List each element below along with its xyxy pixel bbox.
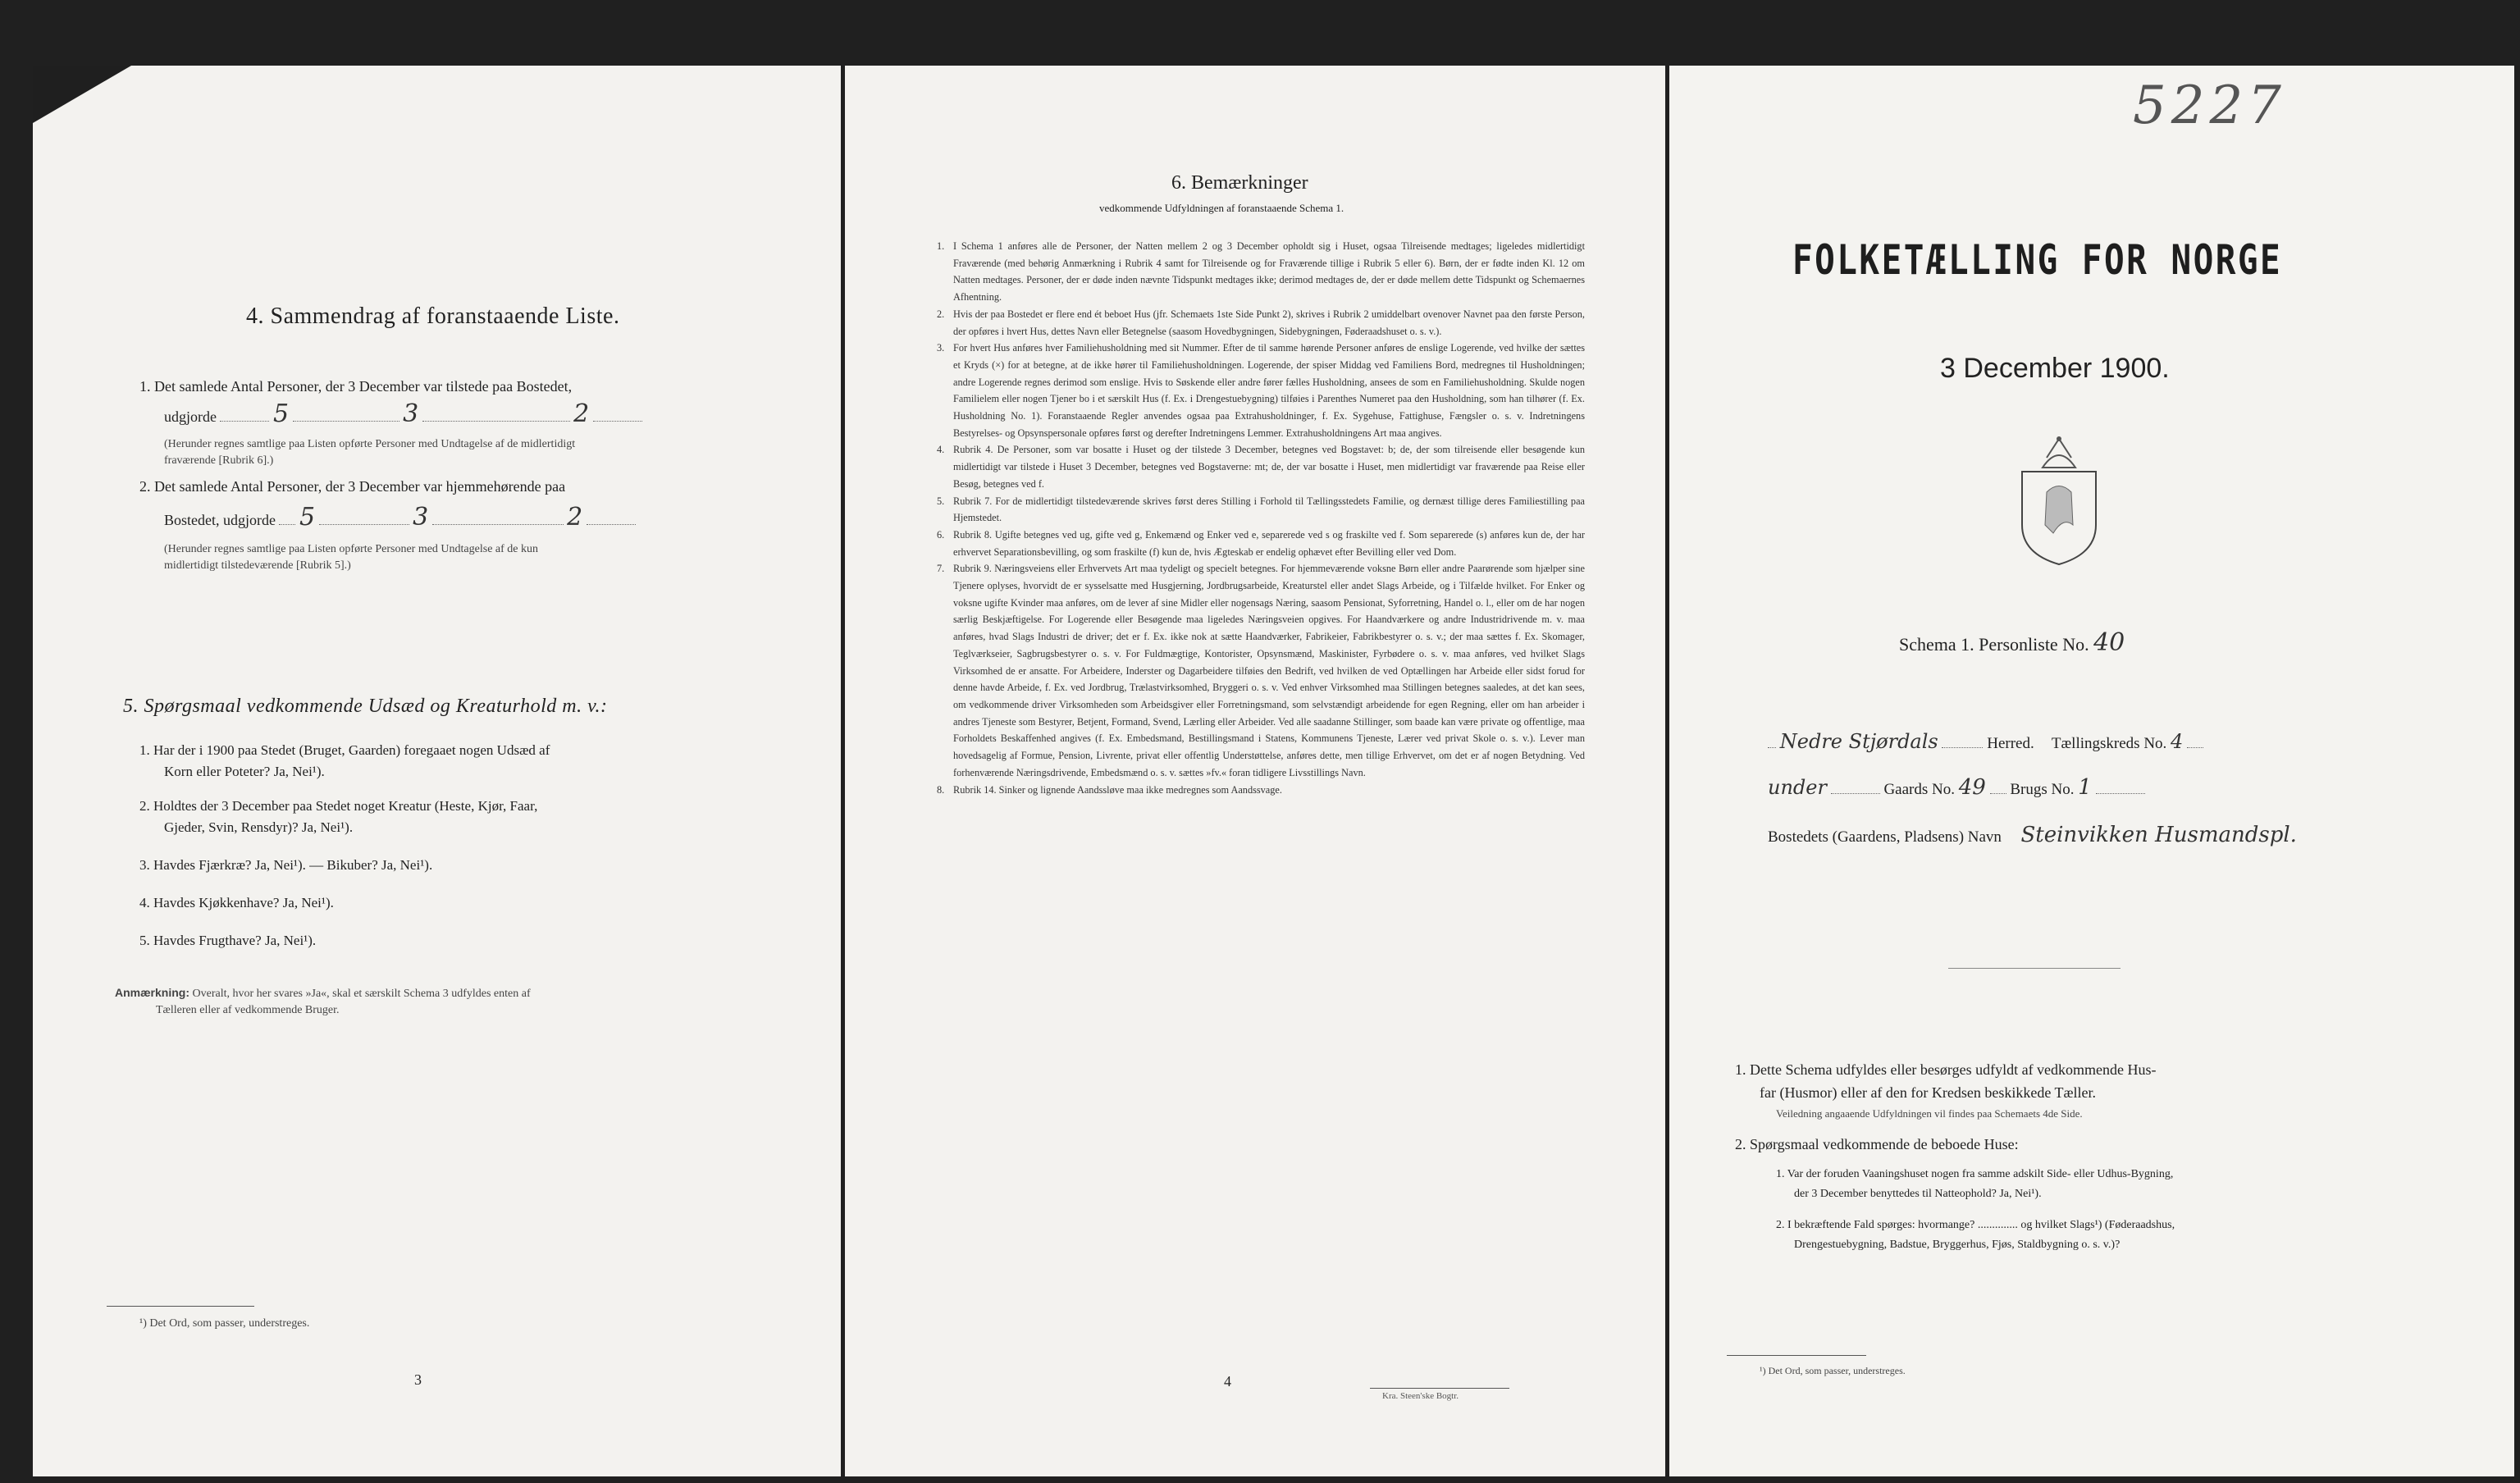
remark-line1: Overalt, hvor her svares »Ja«, skal et særskilt Schema 3 udfyldes enten af (192, 988, 531, 1000)
gaards-label: Gaards No. (1883, 781, 1955, 798)
note-line: (Herunder regnes samtlige paa Listen opførte Personer med Undtagelse af de midlertidigt (164, 438, 576, 450)
remark-text: Rubrik 14. Sinker og lignende Aandssløve maa ikke medregnes som Aandssvage. (953, 783, 1282, 796)
page-left (33, 66, 841, 1476)
herred-line (1768, 730, 2203, 755)
label-bostedet: Bostedet, udgjorde (164, 512, 276, 528)
note-line: fraværende [Rubrik 6].) (164, 454, 274, 467)
footnote: ¹) Det Ord, som passer, understreges. (139, 1317, 310, 1330)
herred-label: Herred. (1987, 735, 2034, 752)
schema-number: 40 (2093, 628, 2125, 657)
census-date: 3 December 1900. (1940, 353, 2170, 384)
footnote-rule (1727, 1355, 1866, 1356)
remark-text: Hvis der paa Bostedet er flere end ét beboet Hus (jfr. Schemaets 1ste Side Punkt 2), skrives i Rubrik 2 umiddelbart ovenover Navnet paa den første Person, der opføres i hvert Hus, dettes Navn eller Betegnelse (saasom Hovedbygningen, Sidebygningen, Føderaadshuset o. s. v.). (953, 308, 1585, 337)
question5: 5. Havdes Frugthave? Ja, Nei¹). (139, 933, 317, 948)
gaards-value: 49 (1958, 775, 1986, 800)
bosted-value: Steinvikken Husmandspl. (2020, 823, 2297, 847)
instruction-item1-line2: far (Husmor) eller af den for Kredsen beskikkede Tæller. (1760, 1084, 2097, 1101)
instruction-q2-line2: Drengestuebygning, Badstue, Bryggerhus, Fjøs, Staldbygning o. s. v.)? (1794, 1239, 2121, 1251)
norway-coat-of-arms-icon (2014, 435, 2104, 566)
instruction-q1-line2: der 3 December benyttedes til Natteophold? Ja, Nei¹). (1794, 1188, 2042, 1200)
brugs-value: 1 (2078, 775, 2092, 800)
gaards-line (1768, 776, 2145, 801)
summary-item1-row (164, 399, 642, 428)
remark-block (115, 984, 796, 1019)
remarks-list (937, 238, 1585, 798)
question3: 3. Havdes Fjærkræ? Ja, Nei¹). — Bikuber? Ja, Nei¹). (139, 857, 433, 873)
remark-item (937, 560, 1585, 781)
separator-rule (1948, 968, 2121, 969)
remark-item (937, 782, 1585, 799)
handwritten-archive-number: 5227 (2133, 75, 2286, 136)
count-female-resident: 2 (567, 503, 583, 532)
count-male-present: 3 (403, 399, 419, 428)
question4: 4. Havdes Kjøkkenhave? Ja, Nei¹). (139, 895, 334, 910)
remark-text: I Schema 1 anføres alle de Personer, der Natten mellem 2 og 3 December opholdt sig i Huset, ogsaa Tilreisende medtages; ligeledes midlertidigt Fraværende (med behørig Anmærkning i Rubrik 4 samt for Tilreisende og for Fraværende tillige i Rubrik 5 eller 6). Børn, der er fødte inden Kl. 12 om Natten medtages. Personer, der er døde inden nævnte Tidspunkt medtages ikke; derimod medtages de, der er døde mellem dette Tidspunkt og Schemaernes Afhentning. (953, 240, 1585, 303)
question1-line1: 1. Har der i 1900 paa Stedet (Bruget, Gaarden) foregaaet nogen Udsæd af (139, 742, 550, 758)
remark-text: Rubrik 8. Ugifte betegnes ved ug, gifte ved g, Enkemænd og Enker ved e, separerede ved s og fraskilte ved f. Som separerede (s) anføres kun de, der har erhvervet Separationsbevilling, og som fraskilte (f) kun de, hvis Ægteskab er endelig ophævet efter Bevilling eller ved Dom. (953, 528, 1585, 558)
kreds-value: 4 (2171, 730, 2184, 753)
instruction-item1 (1735, 1058, 2473, 1124)
page-right (1669, 66, 2514, 1476)
remark-label: Anmærkning: (115, 986, 189, 999)
page-middle (845, 66, 1665, 1476)
remarks-subtitle: vedkommende Udfyldningen af foranstaaende Schema 1. (1099, 202, 1344, 214)
remark-number: 3. (937, 342, 945, 354)
remark-number: 1. (937, 240, 945, 252)
remark-item (937, 527, 1585, 560)
summary-item1-text: 1. Det samlede Antal Personer, der 3 December var tilstede paa Bostedet, (139, 378, 573, 395)
summary-item2-row (164, 503, 636, 532)
instruction-item2 (1735, 1132, 2490, 1255)
remark-item (937, 441, 1585, 492)
remarks-title: 6. Bemærkninger (1171, 172, 1308, 194)
instruction-item2-line1: 2. Spørgsmaal vedkommende de beboede Huse: (1735, 1136, 2019, 1152)
section4-heading: 4. Sammendrag af foranstaaende Liste. (246, 303, 620, 329)
remark-number: 7. (937, 563, 945, 575)
note-line: (Herunder regnes samtlige paa Listen opførte Personer med Undtagelse af de kun (164, 543, 539, 555)
remark-line2: Tælleren eller af vedkommende Bruger. (156, 1004, 340, 1016)
question2-line2: Gjeder, Svin, Rensdyr)? Ja, Nei¹). (164, 819, 354, 835)
instruction-q1-line1: 1. Var der foruden Vaaningshuset nogen fra samme adskilt Side- eller Udhus-Bygning, (1776, 1168, 2174, 1180)
form-title: FOLKETÆLLING FOR NORGE (1792, 236, 2283, 284)
summary-item2-note (164, 541, 538, 574)
remark-item (937, 238, 1585, 306)
summary-item1-note (164, 436, 575, 469)
count-female-present: 2 (573, 399, 590, 428)
remark-item (937, 306, 1585, 340)
remark-text: Rubrik 9. Næringsveiens eller Erhvervets Art maa tydeligt og specielt betegnes. For hjemmeværende voksne Børn eller andre Paarørende som hjælper sine Tjenere oplyses, hvorvidt de er sysselsatte med Husgjerning, Jordbrugsarbeide, Kreaturstel eller andet Slags Arbeide, og i Tilfælde hvilket. For Enker og voksne ugifte Kvinder maa anføres, om de lever af sine Midler eller nogensags Næring, saasom Pensionat, Syforretning, Handel o. l., eller om de har nogen særlig Beskjæftigelse. For Logerende eller Besøgende maa ligeledes Næringsveien opgives. For Haandværkere og andre Industridrivende m. v. maa anføres, hvad Slags Industri de driver; det er f. Ex. ikke nok at sætte Haandværker, Fabrikeier, Fabrikbestyrer o. s. v.; der maa sættes f. Ex. Skomager, Teglværkseier, Sagbrugsbestyrer o. s. v. For Fuldmægtige, Kontorister, Opsynsmænd, Maskinister, Fyrbødere o. s. v. maa anføres, ved hvilket Slags Virksomhed de er ansatte. For Arbeidere, Inderster og Dagarbeidere tilføies den Bedrift, ved hvilken de ved Optællingen har Arbeide eller sidst forud for denne havde Arbeide, f. Ex. ved Jordbrug, Trælastvirksomhed, Bryggeri o. s. v. Ved enhver Virksomhed maa Stillingen betegnes saaledes, at det kan sees, om vedkommende driver Virksomheden som Arbeidsgiver eller Forretningsmand, som selvstændigt arbeidende for egen Regning, eller om han arbeider i andres Tjeneste som Bestyrer, Betjent, Formand, Svend, Lærling eller Arbeider. Ved alle saadanne Stillinger, som baade kan være private og offentlige, maa Forholdets Beskaffenhed angives (f. Ex. Embedsmand, Bestillingsmand i Statens, Kommunens Tjeneste, Lærer ved privat Skole o. s. v.). Lever man hovedsagelig af Formue, Pension, Livrente, privat eller offentlig Understøttelse, anføres dette, men tillige Erhvervet, om det er af nogen Betydning. Ved forhenværende Næringsdrivende, Embedsmænd o. s. v. sættes »fv.« foran tidligere Livsstillings Navn. (953, 563, 1585, 778)
remark-number: 5. (937, 495, 945, 507)
remark-number: 2. (937, 308, 945, 320)
page-number: 3 (414, 1371, 422, 1388)
question2 (139, 796, 537, 838)
herred-value: Nedre Stjørdals (1779, 730, 1938, 753)
bosted-label: Bostedets (Gaardens, Pladsens) Navn (1768, 828, 2002, 846)
remark-text: Rubrik 4. De Personer, som var bosatte i Huset og der tilstede 3 December, betegnes ved Bogstavet: b; de, der som tilreisende eller besøgende kun midlertidigt var tilstede i Huset 3 December, betegnes ved Bogstaverne: mt; de, der var bosatte i Huset, men midlertidigt var fraværende paa Reise eller Besøg, betegnes ved f. (953, 444, 1585, 490)
instruction-item1-line3: Veiledning angaaende Udfyldningen vil findes paa Schemaets 4de Side. (1776, 1107, 2083, 1120)
under-value: under (1768, 776, 1827, 799)
remark-number: 4. (937, 444, 945, 456)
label-udgjorde: udgjorde (164, 408, 217, 425)
bosted-line (1768, 824, 2297, 849)
page-number: 4 (1224, 1373, 1231, 1389)
printer-name: Kra. Steen'ske Bogtr. (1382, 1391, 1459, 1401)
question2-line1: 2. Holdtes der 3 December paa Stedet noget Kreatur (Heste, Kjør, Faar, (139, 798, 538, 814)
remark-text: Rubrik 7. For de midlertidigt tilstedeværende skrives først deres Stilling i Forhold til Tællingsstedets Familie, og dernæst tillige deres Familiestilling paa Hjemstedet. (953, 495, 1585, 524)
remark-text: For hvert Hus anføres hver Familiehusholdning med sit Nummer. Efter de til samme hørende Personer anføres de enslige Logerende, ved hvilke der sættes et Kryds (×) for at betegne, at de ikke hører til Familiehusholdningen. Logerende, der spiser Middag ved Familiens Bord, medregnes til Husholdningen; andre Logerende regnes derimod som enslige. Hvis to Søskende eller andre fører fælles Husholdning, ansees de som en Familiehusholdning. Skulde nogen Familielem eller nogen Tjener bo i et særskilt Hus (f. Ex. i Drengestuebygning) tilføies i Parenthes Numeret paa den Husholdning, som han tilhører (f. Ex. Husholdning No. 1). Foranstaaende Regler anvendes ogsaa paa Extrahusholdninger, f. Ex. Sygehuse, Fattighuse, Fængsler o. s. v. Indretningens Bestyrelses- og Opsynspersonale opføres først og derefter Indretningens Lemmer. Extrahusholdningens Art maa angives. (953, 342, 1585, 439)
question1 (139, 740, 550, 783)
brugs-label: Brugs No. (2010, 781, 2075, 798)
note-line: midlertidigt tilstedeværende [Rubrik 5].) (164, 559, 351, 572)
footnote: ¹) Det Ord, som passer, understreges. (1760, 1365, 1906, 1376)
remark-item (937, 493, 1585, 527)
kreds-label: Tællingskreds No. (2051, 735, 2167, 752)
section5-heading: 5. Spørgsmaal vedkommende Udsæd og Kreaturhold m. v.: (123, 696, 608, 717)
printer-rule (1370, 1388, 1509, 1389)
remark-number: 6. (937, 528, 945, 541)
question1-line2: Korn eller Poteter? Ja, Nei¹). (164, 764, 325, 779)
footnote-rule (107, 1306, 254, 1307)
remark-number: 8. (937, 783, 945, 796)
instruction-item1-line1: 1. Dette Schema udfyldes eller besørges udfyldt af vedkommende Hus- (1735, 1061, 2157, 1078)
count-male-resident: 3 (413, 503, 429, 532)
remark-item (937, 340, 1585, 441)
count-total-present: 5 (272, 399, 290, 428)
count-total-resident: 5 (299, 503, 316, 532)
schema-label: Schema 1. Personliste No. (1899, 634, 2089, 655)
summary-item2-text: 2. Det samlede Antal Personer, der 3 December var hjemmehørende paa (139, 478, 566, 495)
instruction-q2-line1: 2. I bekræftende Fald spørges: hvormange? .............. og hvilket Slags¹) (Føderaadshus, (1776, 1219, 2175, 1231)
schema-line (1899, 628, 2125, 657)
